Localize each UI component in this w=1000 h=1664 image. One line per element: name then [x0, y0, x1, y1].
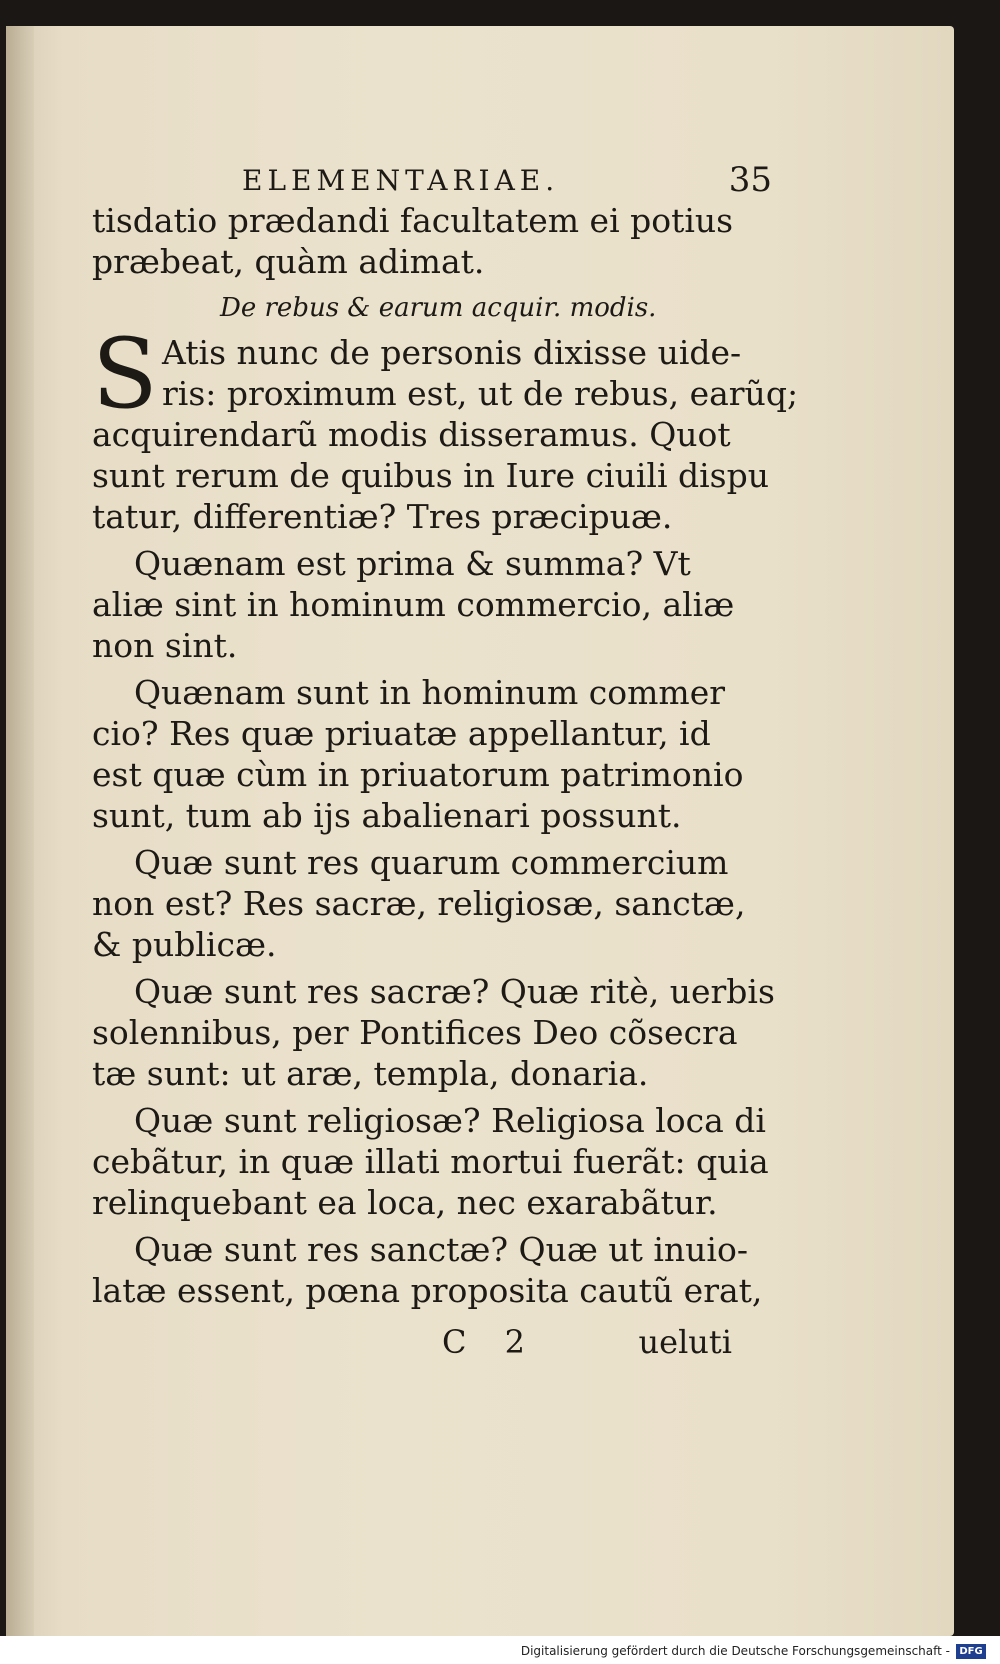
- text-block: [92, 154, 799, 1369]
- paragraph: [92, 1100, 792, 1223]
- paragraph: [92, 543, 792, 666]
- text-line: Quæ sunt res quarum commercium: [134, 843, 729, 882]
- text-line: aliæ sint in hominum commercio, aliæ: [92, 585, 735, 624]
- signature-mark: C 2: [442, 1323, 540, 1361]
- text-line: Quænam est prima & summa? Vt: [134, 544, 691, 583]
- running-head-title: ELEMENTARIAE.: [242, 164, 560, 197]
- text-line: præbeat, quàm adimat.: [92, 242, 485, 281]
- text-line: Quæ sunt religiosæ? Religiosa loca di: [134, 1101, 766, 1140]
- dfg-logo-icon: DFG: [956, 1644, 986, 1659]
- paragraph: [92, 672, 792, 836]
- text-line: cebãtur, in quæ illati mortui fuerãt: quia: [92, 1142, 769, 1181]
- text-line: Quæ sunt res sanctæ? Quæ ut inuio-: [134, 1230, 748, 1269]
- text-line: tæ sunt: ut aræ, templa, donaria.: [92, 1054, 649, 1093]
- paragraph: [92, 318, 799, 537]
- text-line: tisdatio prædandi facultatem ei potius: [92, 201, 734, 240]
- text-line: & publicæ.: [92, 925, 277, 964]
- paragraph: [92, 1229, 792, 1311]
- text-line: relinquebant ea loca, nec exarabãtur.: [92, 1183, 718, 1222]
- paragraph: [92, 971, 792, 1094]
- text-line: tatur, differentiæ? Tres præcipuæ.: [92, 497, 673, 536]
- book-page: [6, 26, 954, 1636]
- page-number: 35: [728, 160, 772, 200]
- text-line: Quæ sunt res sacræ? Quæ ritè, uerbis: [134, 972, 775, 1011]
- catchword: ueluti: [638, 1323, 732, 1361]
- text-line: acquirendarũ modis disseramus. Quot: [92, 415, 731, 454]
- drop-cap: S: [92, 318, 158, 430]
- text-line: ris: proximum est, ut de rebus, earũq;: [162, 374, 799, 413]
- text-line: cio? Res quæ priuatæ appellantur, id: [92, 714, 711, 753]
- text-line: est quæ cùm in priuatorum patrimonio: [92, 755, 744, 794]
- text-line: latæ essent, pœna proposita cautũ erat,: [92, 1271, 763, 1310]
- text-line: solennibus, per Pontifices Deo cõsecra: [92, 1013, 738, 1052]
- text-line: Atis nunc de personis dixisse uide-: [162, 333, 742, 372]
- catchline: [92, 1319, 792, 1369]
- text-line: non sint.: [92, 626, 238, 665]
- funding-credit: Digitalisierung gefördert durch die Deutsche Forschungsgemeinschaft -: [520, 1644, 950, 1658]
- paragraph: [92, 842, 792, 965]
- running-head: [92, 154, 792, 200]
- text-line: sunt, tum ab ijs abalienari possunt.: [92, 796, 682, 835]
- footer-bar: [0, 1636, 1000, 1664]
- page-gutter-shadow: [6, 26, 34, 1636]
- section-heading: De rebus & earum acquir. modis.: [220, 293, 657, 323]
- text-line: Quænam sunt in hominum commer: [134, 673, 726, 712]
- text-line: sunt rerum de quibus in Iure ciuili dispu: [92, 456, 769, 495]
- text-line: non est? Res sacræ, religiosæ, sanctæ,: [92, 884, 746, 923]
